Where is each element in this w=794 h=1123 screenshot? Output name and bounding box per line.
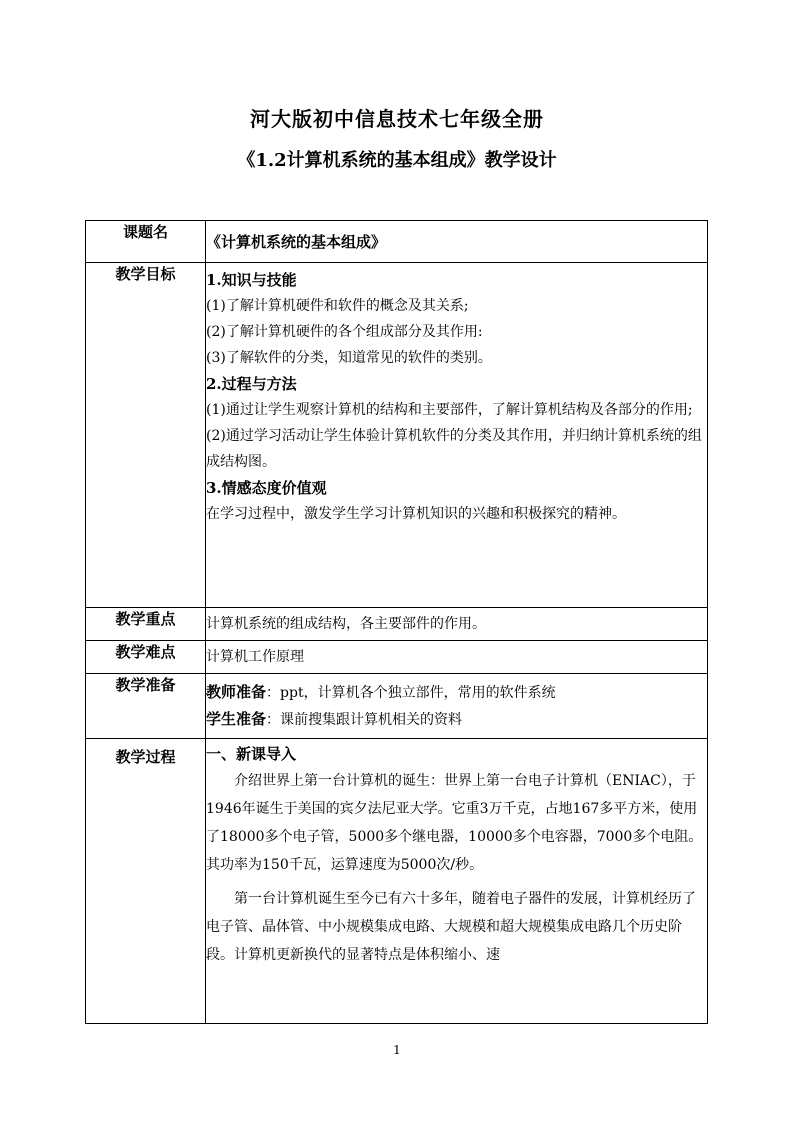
lesson-plan-table xyxy=(85,220,708,1024)
table-row-process xyxy=(86,739,708,1024)
table-row-difficulty xyxy=(86,641,708,674)
student-prep-value: ：课前搜集跟计算机相关的资料 xyxy=(266,712,463,728)
teacher-prep xyxy=(206,679,707,706)
table-row-key xyxy=(86,608,708,641)
process-paragraph: 第一台计算机诞生至今已有六十多年，随着电子器件的发展，计算机经历了电子管、晶体管、中小规模集成电路、大规模和超大规模集成电路几个历史阶段。计算机更新换代的显著特点是体积缩小、速 xyxy=(206,891,696,963)
table-row-prep xyxy=(86,674,708,739)
goals-line: 在学习过程中，激发学生学习计算机知识的兴趣和积极探究的精神。 xyxy=(206,506,626,522)
goals-heading-attitude: 3.情感态度价值观 xyxy=(206,479,327,497)
goals-line: (1)了解计算机硬件和软件的概念及其关系; xyxy=(206,298,469,314)
goals-line: (1)通过让学生观察计算机的结构和主要部件，了解计算机结构及各部分的作用; xyxy=(206,402,693,418)
row-label-goals: 教学目标 xyxy=(86,263,206,608)
teacher-prep-value: ：ppt，计算机各个独立部件，常用的软件系统 xyxy=(266,685,556,701)
goals-line: (2)了解计算机硬件的各个组成部分及其作用: xyxy=(206,324,483,340)
page-number: 1 xyxy=(393,1043,401,1057)
teacher-prep-label: 教师准备 xyxy=(206,683,267,701)
process-content xyxy=(206,739,708,1024)
goals-line: (2)通过学习活动让学生体验计算机软件的分类及其作用，并归纳计算机系统的组成结构图。 xyxy=(206,428,702,470)
document-subtitle: 《1.2计算机系统的基本组成》教学设计 xyxy=(237,150,557,171)
document-title: 河大版初中信息技术七年级全册 xyxy=(250,107,544,131)
prep-content xyxy=(206,674,708,739)
process-heading-intro: 一、新课导入 xyxy=(206,745,297,763)
goals-content xyxy=(206,263,708,608)
row-label-process: 教学过程 xyxy=(86,739,206,1024)
topic-value: 《计算机系统的基本组成》 xyxy=(206,221,708,263)
row-label-difficulty: 教学难点 xyxy=(86,641,206,674)
goals-heading-knowledge: 1.知识与技能 xyxy=(206,271,297,289)
table-row-topic xyxy=(86,221,708,263)
row-label-key: 教学重点 xyxy=(86,608,206,641)
difficulty-value: 计算机工作原理 xyxy=(206,641,708,674)
key-value: 计算机系统的组成结构，各主要部件的作用。 xyxy=(206,608,708,641)
table-row-goals xyxy=(86,263,708,608)
goals-heading-process: 2.过程与方法 xyxy=(206,375,297,393)
row-label-topic: 课题名 xyxy=(86,221,206,263)
process-paragraph: 介绍世界上第一台计算机的诞生：世界上第一台电子计算机（ENIAC），于1946年诞生于美国的宾夕法尼亚大学。它重3万千克，占地167多平方米，使用了18000多个电子管，5000多个继电器，10000多个电容器，7000多个电阻。其功率为150千瓦，运算速度为5000次/秒。 xyxy=(206,773,703,873)
goals-line: (3)了解软件的分类，知道常见的软件的类别。 xyxy=(206,350,492,366)
student-prep xyxy=(206,706,707,733)
student-prep-label: 学生准备 xyxy=(206,710,267,728)
row-label-prep: 教学准备 xyxy=(86,674,206,739)
